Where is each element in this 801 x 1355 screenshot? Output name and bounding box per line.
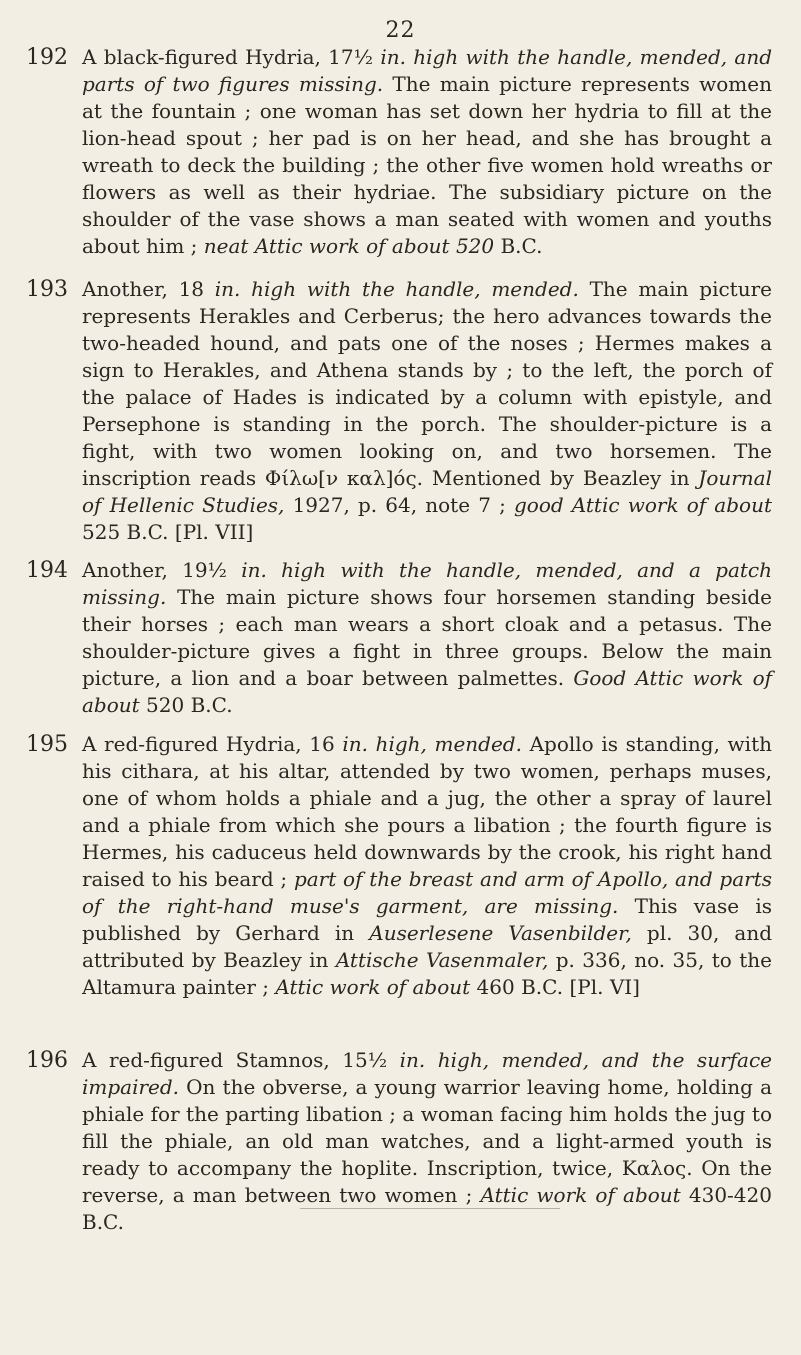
text-run: A black-figured Hydria, 17½ [82, 45, 381, 69]
text-run: in. high, mended. [342, 732, 522, 756]
text-run: 520 [139, 693, 191, 717]
text-run: 430-420 [680, 1183, 772, 1207]
text-run: p. 336, no. 35, to the Altamura painter ; [82, 948, 772, 999]
text-run: On the obverse, a young warrior leaving home, holding a phiale for the parting libation ; a woman facing him holds the jug to fill the phiale, an old man watches, and a light-armed youth is ready to accompany the hoplite. Inscription, twice, Καλος. On the reverse, a man between two women ; [82, 1075, 772, 1207]
text-run: B.C. [190, 693, 233, 717]
lot-description [82, 731, 772, 1001]
lot-number: 196 [26, 1048, 68, 1073]
text-run: 1927, p. 64, note 7 ; [284, 493, 514, 517]
text-run: Another, 19½ [82, 558, 242, 582]
text-run: The main picture represents Herakles and Cerberus; the hero advances towards the two-headed hound, and pats one of the noses ; Hermes makes a sign to Herakles, and Athena stands by ; to the left, the porch of the palace of Hades is indicated by a column with epistyle, and Persephone is standing in the porch. The shoulder-picture is a fight, with two women looking on, and two horsemen. The inscription reads Φίλω[ν καλ]ός. Mentioned by Beazley in [82, 277, 772, 490]
lot-number: 194 [26, 558, 68, 583]
text-run: Auserlesene Vasenbilder, [369, 921, 632, 945]
text-run: part of the breast and arm of Apollo, and parts of the right-hand muse's garment, are missing. [82, 867, 772, 918]
text-run: The main picture represents women at the fountain ; one woman has set down her hydria to fill at the lion-head spout ; her pad is on her head, and she has brought a wreath to deck the building ; the other five women hold wreaths or flowers as well as their hydriae. The subsidiary picture on the shoulder of the vase shows a man seated with women and youths about him ; [82, 72, 772, 258]
text-run: B.C. [126, 520, 169, 544]
text-run: B.C. [494, 234, 543, 258]
lot-number: 193 [26, 277, 68, 302]
text-run: in. high with the handle, mended. [214, 277, 579, 301]
text-run: 525 [82, 520, 127, 544]
text-run: pl. 30, and attributed by Beazley in [82, 921, 772, 972]
text-run: Attic work of about [480, 1183, 681, 1207]
text-run: Journal of Hellenic Studies, [82, 466, 772, 517]
text-run: A red-figured Hydria, 16 [82, 732, 343, 756]
lot-number: 192 [26, 45, 68, 70]
text-run: A red-figured Stamnos, 15½ [82, 1048, 400, 1072]
text-run: good Attic work of about [513, 493, 772, 517]
text-run: B.C. [82, 1210, 125, 1234]
text-run: in. high with the handle, mended, and a patch missing. [82, 558, 773, 609]
text-run: Attic work of about [275, 975, 471, 999]
text-run: This vase is published by Gerhard in [82, 894, 773, 945]
text-run: [Pl. VII] [168, 520, 254, 544]
text-run: 460 [470, 975, 522, 999]
text-run: neat Attic work of about 520 [203, 234, 495, 258]
text-run: Apollo is standing, with his cithara, at his altar, attended by two women, perhaps muses, one of whom holds a phiale and a jug, the other a spray of laurel and a phiale from which she pours a libation ; the fourth figure is Hermes, his caduceus held downwards by the crook, his right hand raised to his beard ; [82, 732, 772, 891]
text-run: B.C. [521, 975, 564, 999]
text-run: in. high, mended, and the surface impaired. [82, 1048, 773, 1099]
lot-description [82, 44, 772, 260]
closing-rule [300, 1208, 560, 1209]
text-run: Another, 18 [82, 277, 215, 301]
text-run: in. high with the handle, mended, and parts of two figures missing. [82, 45, 773, 96]
lot-description [82, 557, 772, 719]
lot-number: 195 [26, 732, 68, 757]
lot-description [82, 276, 772, 546]
text-run: Attische Vasenmaler, [335, 948, 549, 972]
page-number: 22 [385, 18, 416, 43]
text-run: Good Attic work of about [82, 666, 773, 717]
text-run: [Pl. VI] [563, 975, 640, 999]
text-run: The main picture shows four horsemen standing beside their horses ; each man wears a short cloak and a petasus. The shoulder-picture gives a fight in three groups. Below the main picture, a lion and a boar between palmettes. [82, 585, 772, 690]
